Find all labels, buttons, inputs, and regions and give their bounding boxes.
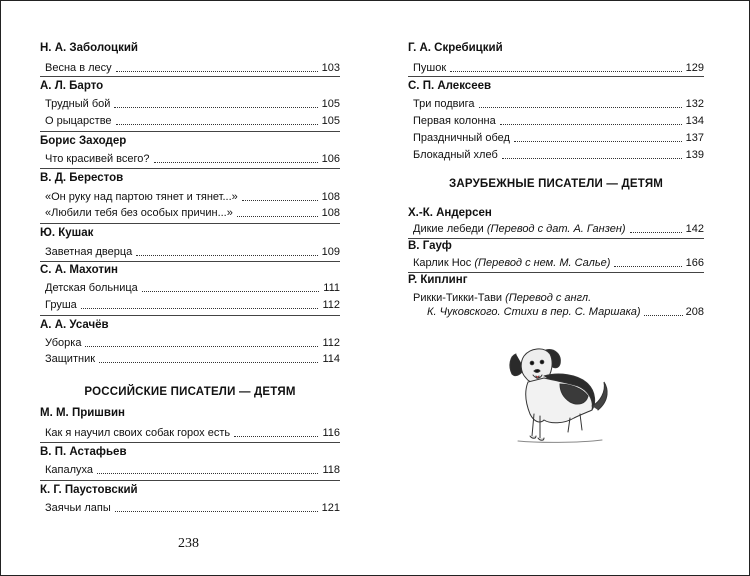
entry-page: 112 <box>322 337 340 349</box>
entry-title: Праздничный обед <box>413 132 510 144</box>
entry-page: 105 <box>321 98 340 110</box>
author-heading: С. П. Алексеев <box>408 80 492 92</box>
entry-title: Карлик Нос <box>413 257 472 269</box>
entry-title: Рикки-Тикки-Тави <box>413 292 503 304</box>
toc-entry[interactable] <box>413 291 704 319</box>
dot-leader <box>614 266 681 267</box>
dot-leader <box>502 158 682 159</box>
entry-line-2 <box>413 305 704 319</box>
page-number: 238 <box>178 536 199 551</box>
entry-page: 114 <box>322 353 340 365</box>
entry-page: 118 <box>322 464 340 476</box>
entry-title: Заветная дверца <box>45 246 133 258</box>
divider <box>40 76 340 77</box>
author-heading: Х.-К. Андерсен <box>408 207 492 219</box>
entry-title: Детская больница <box>45 282 138 294</box>
dot-leader <box>142 291 320 292</box>
divider <box>408 272 704 273</box>
entry-page: 142 <box>685 223 704 235</box>
entry-page: 108 <box>321 207 340 219</box>
toc-entry[interactable] <box>45 206 340 220</box>
dot-leader <box>514 141 682 142</box>
dot-leader <box>116 124 318 125</box>
entry-title: «Он руку над партою тянет и тянет...» <box>45 191 238 203</box>
entry-translation: (Перевод с дат. А. Ганзен) <box>486 223 626 235</box>
divider <box>408 238 704 239</box>
entry-title: О рыцарстве <box>45 115 112 127</box>
toc-entry[interactable] <box>45 501 340 515</box>
author-heading: М. М. Пришвин <box>40 407 125 419</box>
author-heading: А. Л. Барто <box>40 80 104 92</box>
entry-page: 103 <box>321 62 340 74</box>
toc-entry[interactable] <box>45 426 340 440</box>
author-heading: К. Г. Паустовский <box>40 484 138 496</box>
divider <box>40 480 340 481</box>
toc-entry[interactable] <box>45 281 340 295</box>
entry-title: Дикие лебеди <box>413 223 484 235</box>
toc-entry[interactable] <box>45 352 340 366</box>
dot-leader <box>85 346 318 347</box>
toc-entry[interactable] <box>45 245 340 259</box>
entry-page: 134 <box>685 115 704 127</box>
entry-title: Первая колонна <box>413 115 496 127</box>
entry-title: Пушок <box>413 62 447 74</box>
dot-leader <box>97 473 318 474</box>
entry-title: Заячьи лапы <box>45 502 111 514</box>
section-heading: РОССИЙСКИЕ ПИСАТЕЛИ — ДЕТЯМ <box>84 386 296 398</box>
dot-leader <box>500 124 682 125</box>
entry-page: 111 <box>323 282 340 294</box>
entry-page: 109 <box>321 246 340 258</box>
entry-title: Что красивей всего? <box>45 153 150 165</box>
dot-leader <box>154 162 318 163</box>
entry-translation-cont: К. Чуковского. Стихи в пер. С. Маршака) <box>427 306 641 318</box>
author-heading: В. П. Астафьев <box>40 446 127 458</box>
entry-page: 139 <box>685 149 704 161</box>
author-heading: А. А. Усачёв <box>40 319 109 331</box>
toc-entry[interactable] <box>413 131 704 145</box>
author-heading: Ю. Кушак <box>40 227 94 239</box>
entry-page: 105 <box>321 115 340 127</box>
entry-page: 116 <box>322 427 340 439</box>
author-heading: Р. Киплинг <box>408 274 468 286</box>
divider <box>40 442 340 443</box>
author-heading: В. Д. Берестов <box>40 172 124 184</box>
author-heading: Н. А. Заболоцкий <box>40 42 138 54</box>
author-heading: В. Гауф <box>408 240 452 252</box>
entry-page: 132 <box>685 98 704 110</box>
toc-entry[interactable] <box>45 190 340 204</box>
entry-page: 166 <box>685 257 704 269</box>
entry-page: 108 <box>321 191 340 203</box>
entry-title: «Любили тебя без особых причин...» <box>45 207 233 219</box>
entry-title-wrap <box>413 256 610 270</box>
author-heading: Г. А. Скребицкий <box>408 42 503 54</box>
divider <box>408 76 704 77</box>
entry-title: Груша <box>45 299 77 311</box>
dot-leader <box>234 436 318 437</box>
toc-entry[interactable] <box>45 336 340 350</box>
toc-entry[interactable] <box>45 61 340 75</box>
entry-page: 137 <box>685 132 704 144</box>
toc-entry[interactable] <box>413 61 704 75</box>
dot-leader <box>116 71 318 72</box>
dog-illustration-icon <box>508 344 612 444</box>
dot-leader <box>242 200 318 201</box>
divider <box>40 315 340 316</box>
entry-page: 129 <box>685 62 704 74</box>
entry-title: Трудный бой <box>45 98 111 110</box>
entry-title: Уборка <box>45 337 82 349</box>
entry-page: 121 <box>321 502 340 514</box>
toc-entry[interactable] <box>413 256 704 270</box>
dot-leader <box>99 362 318 363</box>
entry-title: Капалуха <box>45 464 94 476</box>
section-heading: ЗАРУБЕЖНЫЕ ПИСАТЕЛИ — ДЕТЯМ <box>448 178 664 190</box>
entry-translation: (Перевод с нем. М. Салье) <box>474 257 611 269</box>
toc-entry[interactable] <box>45 97 340 111</box>
entry-title: Как я научил своих собак горох есть <box>45 427 231 439</box>
dot-leader <box>136 255 317 256</box>
entry-translation: (Перевод с англ. <box>505 292 592 304</box>
entry-title: Защитник <box>45 353 96 365</box>
entry-title: Весна в лесу <box>45 62 112 74</box>
dot-leader <box>81 308 319 309</box>
toc-entry[interactable] <box>45 463 340 477</box>
toc-entry[interactable] <box>413 114 704 128</box>
entry-title: Блокадный хлеб <box>413 149 498 161</box>
entry-title-wrap <box>413 222 626 236</box>
divider <box>40 223 340 224</box>
divider <box>40 168 340 169</box>
dot-leader <box>479 107 682 108</box>
toc-entry[interactable] <box>413 148 704 162</box>
author-heading: С. А. Махотин <box>40 264 119 276</box>
toc-entry[interactable] <box>413 97 704 111</box>
dot-leader <box>644 315 683 316</box>
toc-entry[interactable] <box>45 152 340 166</box>
entry-line-1 <box>413 291 704 305</box>
divider <box>40 261 340 262</box>
entry-page: 208 <box>685 306 704 318</box>
entry-page: 112 <box>322 299 340 311</box>
author-heading: Борис Заходер <box>40 135 127 147</box>
dot-leader <box>115 511 318 512</box>
toc-entry[interactable] <box>45 114 340 128</box>
toc-entry[interactable] <box>413 222 704 236</box>
toc-entry[interactable] <box>45 298 340 312</box>
entry-title: Три подвига <box>413 98 475 110</box>
dot-leader <box>630 232 682 233</box>
entry-page: 106 <box>321 153 340 165</box>
dot-leader <box>237 216 318 217</box>
dot-leader <box>450 71 681 72</box>
dot-leader <box>114 107 317 108</box>
divider <box>40 131 340 132</box>
